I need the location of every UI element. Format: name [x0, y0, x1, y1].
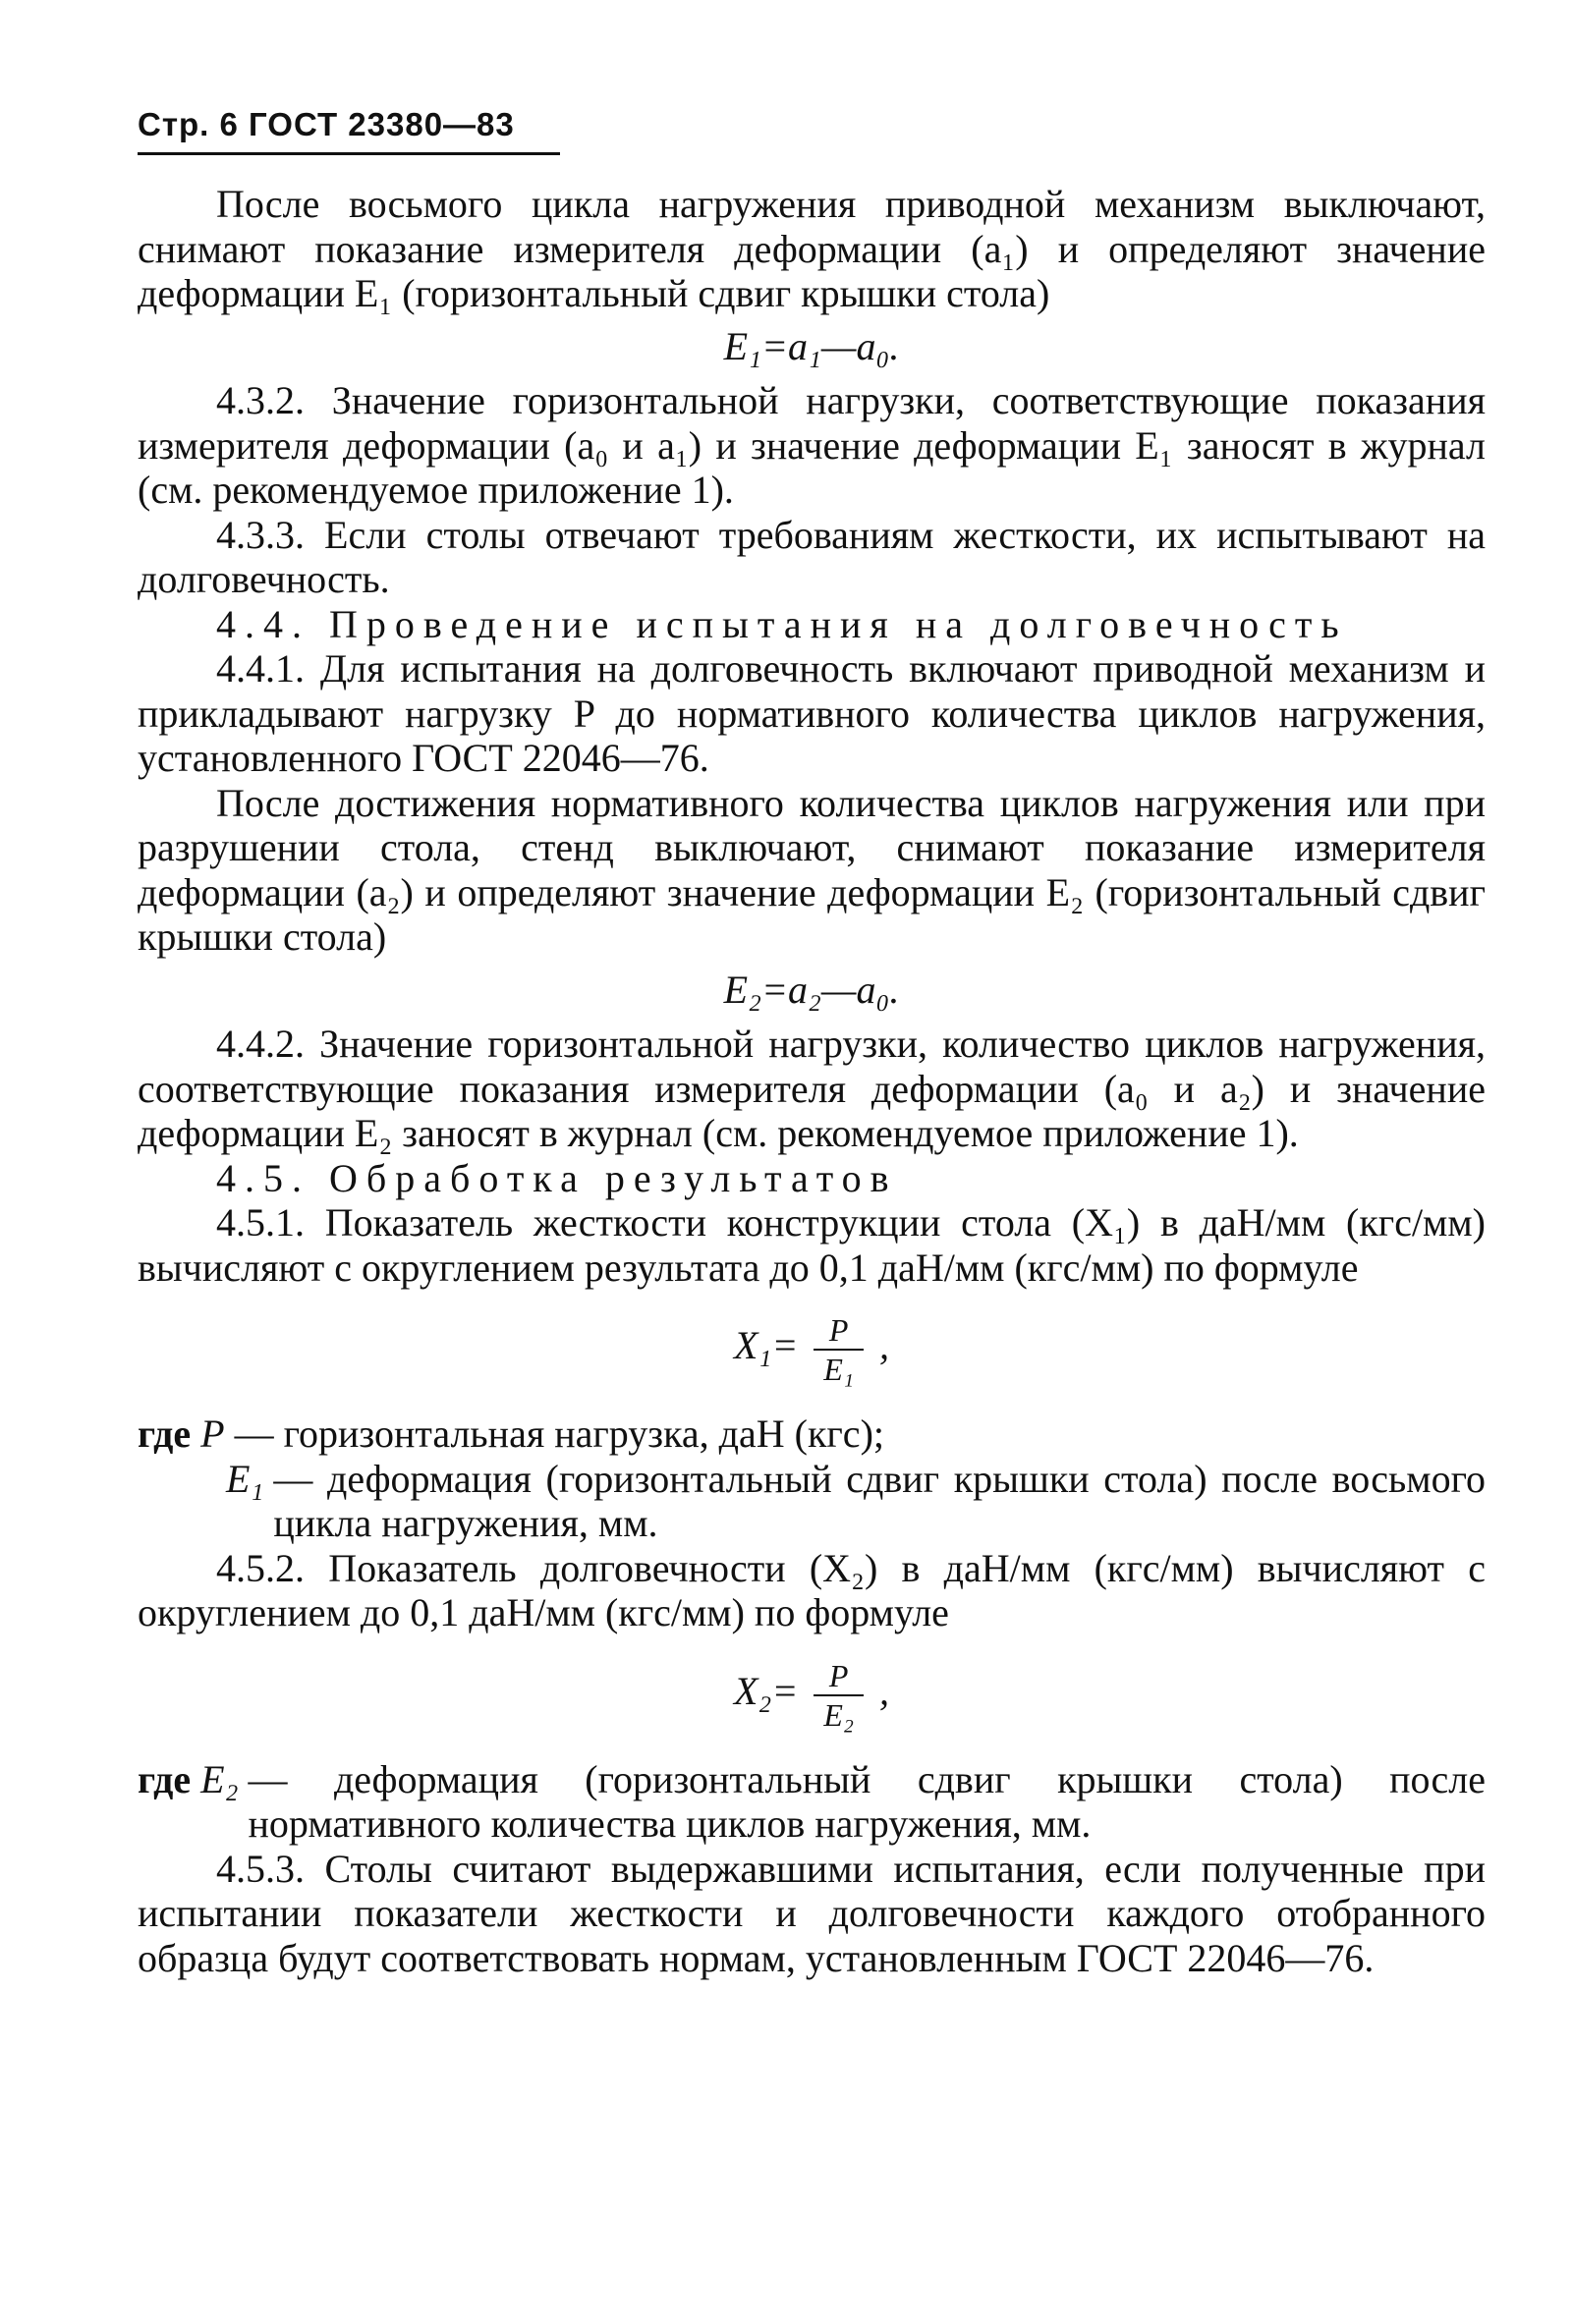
formula-x2: [138, 1657, 1486, 1734]
fraction-numerator: P: [814, 1657, 864, 1696]
fraction-denominator: E₁: [823, 1352, 854, 1387]
clause-4-4-1: 4.4.1. Для испытания на долговечность включают приводной механизм и прикладывают нагрузку P до нормативного количества циклов нагружения, установленного ГОСТ 22046—76.: [138, 646, 1486, 780]
fraction-numerator: P: [814, 1311, 864, 1351]
document-body: [138, 182, 1486, 1980]
legend: [138, 1757, 1486, 1847]
section-4-5-heading: 4.5. Обработка результатов: [216, 1155, 898, 1200]
clause-4-5-2: 4.5.2. Показатель долговечности (X₂) в даН/мм (кгс/мм) вычисляют с округлением до 0,1 даН/мм (кгс/мм) по формуле: [138, 1545, 1486, 1634]
clause-4-5-3: 4.5.3. Столы считают выдержавшими испытания, если полученные при испытании показатели жесткости и долговечности каждого отобранного образца будут соответствовать нормам, установленным ГОСТ 22046—76.: [138, 1846, 1486, 1980]
paragraph: После восьмого цикла нагружения приводной механизм выключают, снимают показание измерителя деформации (a₁) и определяют значение деформации E₁ (горизонтальный сдвиг крышки стола): [138, 182, 1486, 315]
legend-where: где P: [138, 1411, 225, 1456]
page-header: Стр. 6 ГОСТ 23380—83: [138, 106, 515, 142]
legend-where: где E₂: [138, 1756, 239, 1801]
legend-text: — деформация (горизонтальный сдвиг крышки стола) после восьмого цикла нагружения, мм.: [273, 1456, 1486, 1545]
formula-tail: ,: [879, 1668, 889, 1713]
clause-4-3-2: 4.3.2. Значение горизонтальной нагрузки, соответствующие показания измерителя деформации (a₀ и a₁) и значение деформации E₁ заносят в журнал (см. рекомендуемое приложение 1).: [138, 378, 1486, 512]
formula-e2: E₂=a₂—a₀.: [723, 967, 900, 1012]
paragraph: После достижения нормативного количества циклов нагружения или при разрушении стола, стенд выключают, снимают показание измерителя деформации (a₂) и определяют значение деформации E₂ (горизонтальный сдвиг крышки стола): [138, 780, 1486, 959]
legend-row: [138, 1457, 1486, 1546]
legend-text: — горизонтальная нагрузка, даН (кгс);: [234, 1411, 884, 1456]
formula-tail: ,: [879, 1323, 889, 1368]
header-rule: [138, 152, 560, 155]
clause-4-4-2: 4.4.2. Значение горизонтальной нагрузки, количество циклов нагружения, соответствующие показания измерителя деформации (a₀ и a₂) и значение деформации E₂ заносят в журнал (см. рекомендуемое приложение 1).: [138, 1022, 1486, 1155]
legend-symbol: E₁: [226, 1456, 264, 1501]
fraction: [814, 1311, 864, 1388]
fraction-denominator: E₂: [823, 1696, 854, 1733]
legend-row: [138, 1757, 1486, 1847]
clause-4-3-3: 4.3.3. Если столы отвечают требованиям жесткости, их испытывают на долговечность.: [138, 512, 1486, 601]
formula-lhs: X₂=: [733, 1668, 799, 1713]
fraction: [814, 1657, 864, 1734]
legend-text: — деформация (горизонтальный сдвиг крышки стола) после нормативного количества циклов нагружения, мм.: [248, 1756, 1486, 1846]
section-4-4-heading: 4.4. Проведение испытания на долговечность: [216, 601, 1348, 646]
legend: [138, 1411, 1486, 1546]
formula-lhs: X₁=: [733, 1323, 799, 1368]
formula-x1: [138, 1311, 1486, 1388]
formula-e1: E₁=a₁—a₀.: [723, 323, 900, 368]
clause-4-5-1: 4.5.1. Показатель жесткости конструкции стола (X₁) в даН/мм (кгс/мм) вычисляют с округлением результата до 0,1 даН/мм (кгс/мм) по формуле: [138, 1200, 1486, 1290]
legend-row: [138, 1411, 1486, 1457]
